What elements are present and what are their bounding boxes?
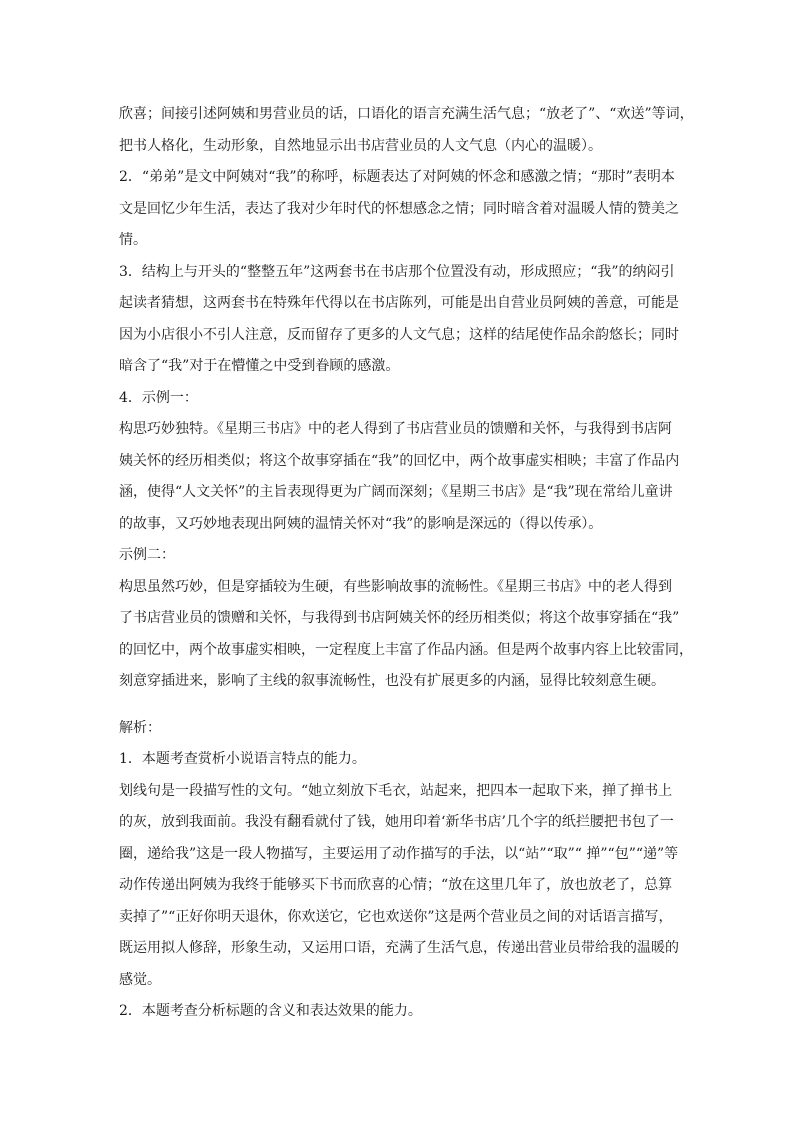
text-line: 划线句是一段描写性的文句。“她立刻放下毛衣，站起来，把四本一起取下来，掸了掸书上 <box>119 782 673 799</box>
text-line: 欣喜；间接引述阿姨和男营业员的话，口语化的语言充满生活气息；“放老了”、“欢送”等词， <box>119 106 694 122</box>
text-line: 因为小店很小不引人注意，反而留存了更多的人文气息；这样的结尾使作品余韵悠长；同时 <box>119 326 679 343</box>
answer-4-heading: 4．示例一： <box>119 389 198 406</box>
text-line: 构思虽然巧妙，但是穿插较为生硬，有些影响故事的流畅性。《星期三书店》中的老人得到 <box>119 578 672 595</box>
analysis-section <box>119 713 689 1028</box>
answer-section <box>119 99 694 698</box>
text-line: 了书店营业员的馈赠和关怀，与我得到书店阿姨关怀的经历相类似；将这个故事穿插在“我” <box>119 610 680 626</box>
text-line: 圈，递给我”这是一段人物描写，主要运用了动作描写的手法，以“站”“取”“ 掸”“包”“递”等 <box>119 845 679 862</box>
text-line: 感觉。 <box>119 971 161 988</box>
text-line: 动作传递出阿姨为我终于能够买下书而欣喜的心情；“放在这里几年了，放也放老了，总算 <box>119 877 673 893</box>
text-line: 涵，使得“人文关怀”的主旨表现得更为广阔而深刻；《星期三书店》是“我”现在常给儿童讲 <box>119 484 673 500</box>
section-gap <box>119 698 689 713</box>
analysis-2-heading: 2．本题考查分析标题的含义和表达效果的能力。 <box>119 1003 422 1019</box>
analysis-1-heading: 1．本题考查赏析小说语言特点的能力。 <box>119 751 366 767</box>
text-line: 起读者猜想，这两套书在特殊年代得以在书店陈列，可能是出自营业员阿姨的善意，可能是 <box>119 295 679 311</box>
text-line: 暗含了“我”对于在懵懂之中受到眷顾的感激。 <box>119 358 400 374</box>
document-page <box>119 99 694 1028</box>
text-line: 的灰，放到我面前。我没有翻看就付了钱，她用印着‘新华书店’几个字的纸拦腰把书包了一 <box>119 814 674 830</box>
text-line: 刻意穿插进来，影响了主线的叙事流畅性，也没有扩展更多的内涵，显得比较刻意生硬。 <box>119 673 665 689</box>
text-line: 把书人格化，生动形象，自然地显示出书店营业员的人文气息（内心的温暖）。 <box>119 137 602 154</box>
text-line: 构思巧妙独特。《星期三书店》中的老人得到了书店营业员的馈赠和关怀，与我得到书店阿 <box>119 421 672 437</box>
example-2-heading: 示例二： <box>119 547 175 563</box>
text-line: 的故事，又巧妙地表现出阿姨的温情关怀对“我”的影响是深远的（得以传承）。 <box>119 515 603 532</box>
answer-3-line: 3．结构上与开头的“整整五年”这两套书在书店那个位置没有动，形成照应；“我”的纳闷引 <box>119 263 675 280</box>
text-line: 文是回忆少年生活，表达了我对少年时代的怀想感念之情；同时暗含着对温暖人情的赞美之 <box>119 200 679 217</box>
text-line: 既运用拟人修辞，形象生动，又运用口语，充满了生活气息，传递出营业员带给我的温暖的 <box>119 940 679 956</box>
answer-2-line: 2．“弟弟”是文中阿姨对“我”的称呼，标题表达了对阿姨的怀念和感激之情；“那时”表明本 <box>119 169 675 185</box>
text-line: 情。 <box>119 232 147 248</box>
text-line: 的回忆中，两个故事虚实相映，一定程度上丰富了作品内涵。但是两个故事内容上比较雷同， <box>119 641 693 658</box>
text-line: 姨关怀的经历相类似；将这个故事穿插在“我”的回忆中，两个故事虚实相映；丰富了作品内 <box>119 452 680 469</box>
text-line: 卖掉了”“正好你明天退休，你欢送它，它也欢送你”这是两个营业员之间的对话语言描写， <box>119 908 673 925</box>
analysis-heading: 解析： <box>119 719 161 736</box>
